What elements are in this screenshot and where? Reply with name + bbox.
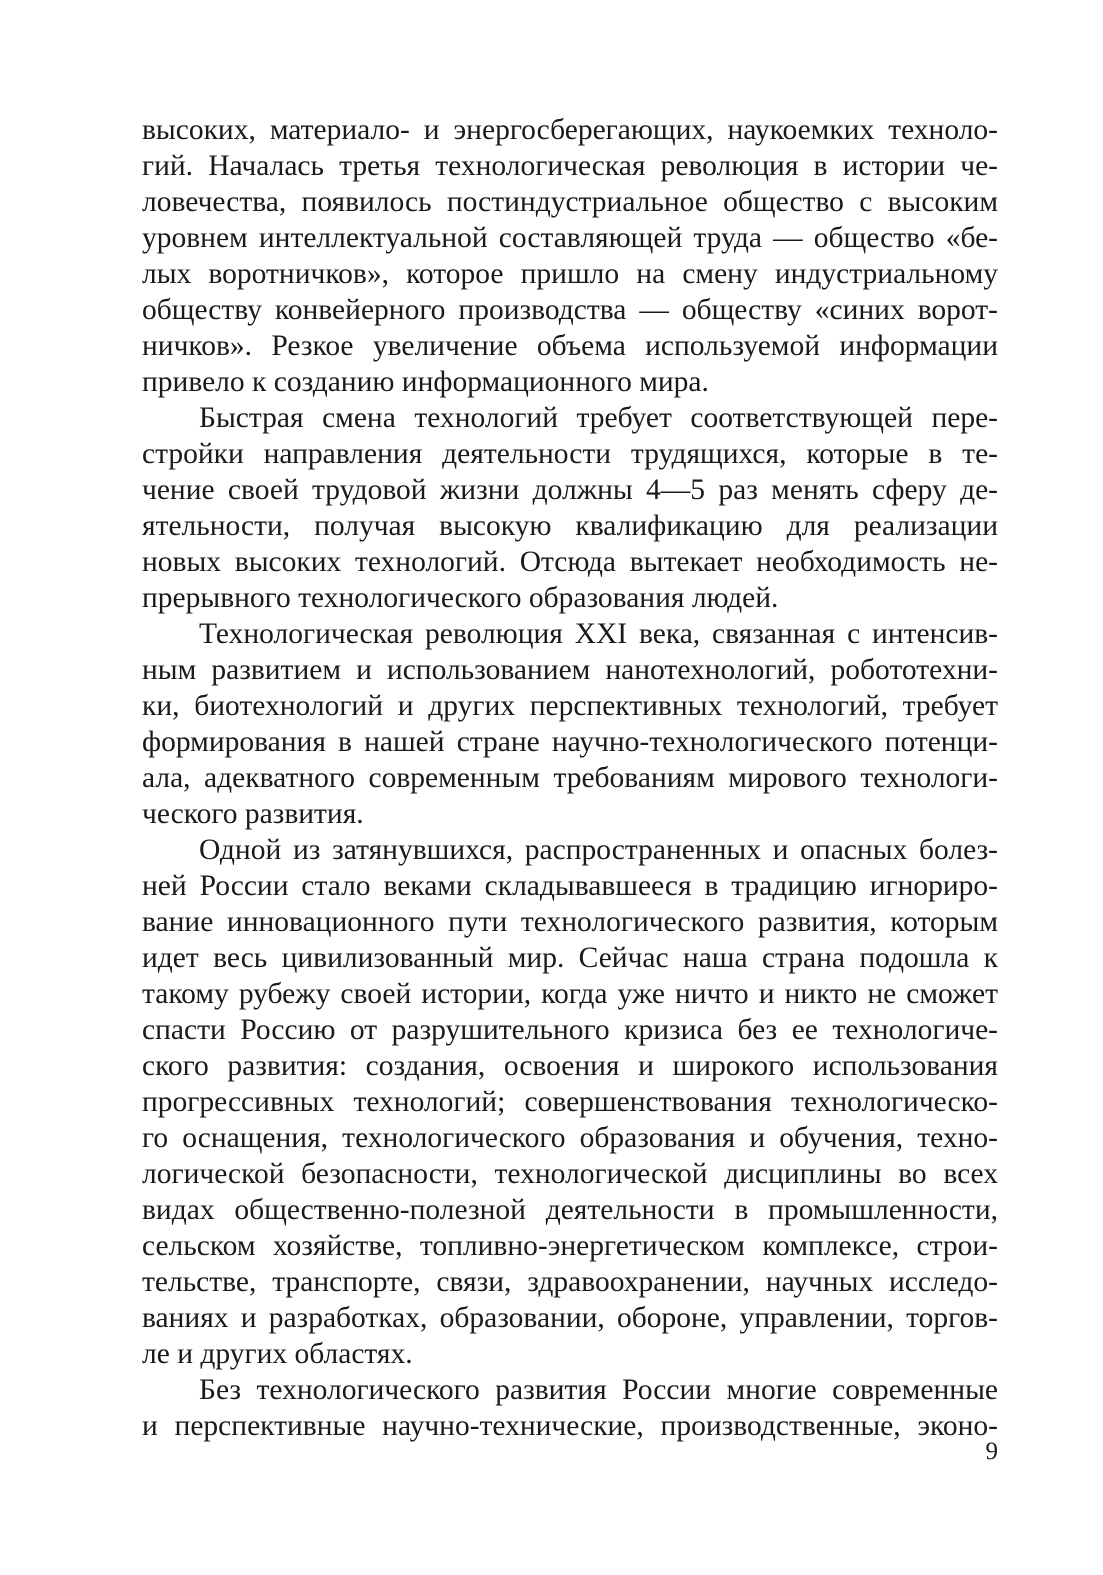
text-line: и перспективные научно-технические, производственные, эконо- <box>142 1410 998 1442</box>
text-line: обществу конвейерного производства — обществу «синих ворот- <box>142 294 998 326</box>
text-line: стройки направления деятельности трудящихся, которые в те- <box>142 438 998 470</box>
text-line: ческого развития. <box>142 798 364 830</box>
text-line: идет весь цивилизованный мир. Сейчас наша страна подошла к <box>142 942 998 974</box>
text-line: гий. Началась третья технологическая революция в истории че- <box>142 150 998 182</box>
text-line: спасти Россию от разрушительного кризиса без ее технологиче- <box>142 1014 998 1046</box>
text-line: чение своей трудовой жизни должны 4—5 раз менять сферу де- <box>142 474 998 506</box>
paragraph <box>142 616 998 832</box>
text-line: прерывного технологического образования людей. <box>142 582 779 614</box>
text-line: ным развитием и использованием нанотехнологий, робототехни- <box>142 654 998 686</box>
paragraph <box>142 1372 998 1444</box>
text-line: ятельности, получая высокую квалификацию для реализации <box>142 510 998 542</box>
text-line: ского развития: создания, освоения и широкого использования <box>142 1050 998 1082</box>
text-line: Без технологического развития России многие современные <box>199 1374 998 1406</box>
text-line: лых воротничков», которое пришло на смену индустриальному <box>142 258 998 290</box>
text-line: ки, биотехнологий и других перспективных технологий, требует <box>142 690 998 722</box>
text-line: Быстрая смена технологий требует соответствующей пере- <box>199 402 998 434</box>
text-line: ваниях и разработках, образовании, обороне, управлении, торгов- <box>142 1302 998 1334</box>
paragraph <box>142 400 998 616</box>
text-line: такому рубежу своей истории, когда уже ничто и никто не сможет <box>142 978 998 1010</box>
text-line: го оснащения, технологического образования и обучения, техно- <box>142 1122 998 1154</box>
text-line: формирования в нашей стране научно-технологического потенци- <box>142 726 998 758</box>
text-line: ала, адекватного современным требованиям мирового технологи- <box>142 762 998 794</box>
text-line: ловечества, появилось постиндустриальное общество с высоким <box>142 186 998 218</box>
text-line: ничков». Резкое увеличение объема используемой информации <box>142 330 998 362</box>
page-number: 9 <box>985 1438 998 1465</box>
text-line: ле и других областях. <box>142 1338 413 1370</box>
text-line: тельстве, транспорте, связи, здравоохранении, научных исследо- <box>142 1266 998 1298</box>
text-line: сельском хозяйстве, топливно-энергетическом комплексе, строи- <box>142 1230 998 1262</box>
body-text <box>142 112 998 1444</box>
paragraph <box>142 112 998 400</box>
text-line: ней России стало веками складывавшееся в традицию игнориро- <box>142 870 998 902</box>
text-line: высоких, материало- и энергосберегающих, наукоемких техноло- <box>142 114 998 146</box>
text-line: логической безопасности, технологической дисциплины во всех <box>142 1158 998 1190</box>
paragraph <box>142 832 998 1372</box>
text-line: новых высоких технологий. Отсюда вытекает необходимость не- <box>142 546 998 578</box>
text-line: привело к созданию информационного мира. <box>142 366 709 398</box>
text-line: видах общественно-полезной деятельности в промышленности, <box>142 1194 998 1226</box>
text-line: вание инновационного пути технологического развития, которым <box>142 906 998 938</box>
text-line: Технологическая революция XXI века, связанная с интенсив- <box>199 618 998 650</box>
text-line: прогрессивных технологий; совершенствования технологическо- <box>142 1086 998 1118</box>
text-line: уровнем интеллектуальной составляющей труда — общество «бе- <box>142 222 998 254</box>
text-line: Одной из затянувшихся, распространенных и опасных болез- <box>199 834 998 866</box>
